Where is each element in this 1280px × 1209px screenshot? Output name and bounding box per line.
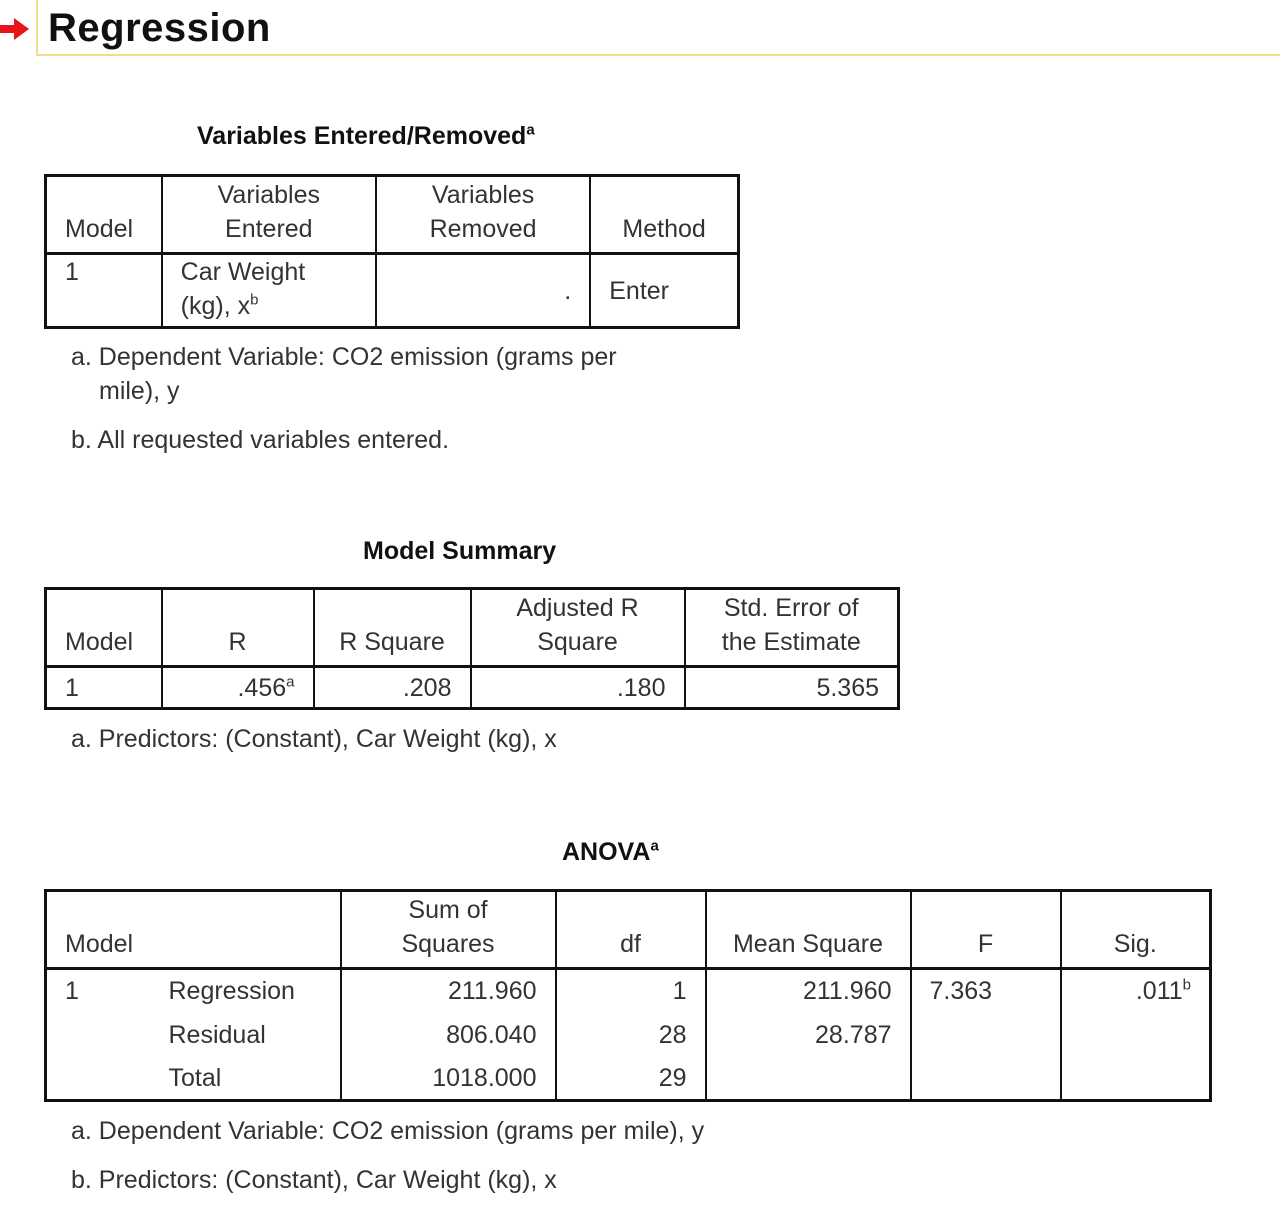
anova-caption: ANOVA$^a$ — [562, 837, 659, 866]
col-header-sum-of-squares: Sum of Squares — [341, 891, 556, 969]
cell-source: Residual — [151, 1013, 341, 1057]
cell-sig — [1061, 1013, 1211, 1057]
cell-source: Regression — [151, 969, 341, 1013]
anova-footnote-a: a. Dependent Variable: CO2 emission (grams per mile), y — [71, 1117, 705, 1145]
col-header-model: Model — [46, 589, 162, 667]
variables-entered-removed-table[interactable] — [44, 174, 740, 329]
cell-f: 7.363 — [911, 969, 1061, 1013]
cell-df: 29 — [556, 1057, 706, 1101]
col-header-method: Method — [590, 176, 738, 254]
cell-model: 1 — [46, 667, 162, 709]
cell-model: 1 — [46, 969, 151, 1101]
col-header-adjusted-r-square: Adjusted R Square — [471, 589, 685, 667]
cell-adjusted-r-square: .180 — [471, 667, 685, 709]
anova-footnote-b: b. Predictors: (Constant), Car Weight (kg), x — [71, 1166, 557, 1194]
anova-table[interactable] — [44, 889, 1212, 1102]
cell-sum-of-squares: 211.960 — [341, 969, 556, 1013]
cell-mean-square: 28.787 — [706, 1013, 911, 1057]
cell-std-error: 5.365 — [685, 667, 899, 709]
cell-variables-removed: . — [376, 254, 590, 328]
col-header-model: Model — [46, 891, 341, 969]
cell-sum-of-squares: 806.040 — [341, 1013, 556, 1057]
cell-mean-square: 211.960 — [706, 969, 911, 1013]
cell-model: 1 — [46, 254, 162, 328]
output-title: Regression — [48, 6, 271, 50]
ver-caption: Variables Entered/Removed$^a$ — [197, 121, 535, 150]
cell-sig: .011$^b$ — [1061, 969, 1211, 1013]
col-header-variables-entered: Variables Entered — [162, 176, 376, 254]
col-header-r: R — [162, 589, 314, 667]
cell-f — [911, 1057, 1061, 1101]
model-summary-table[interactable] — [44, 587, 900, 710]
table-row — [46, 254, 739, 328]
cell-r: .456$^a$ — [162, 667, 314, 709]
cell-mean-square — [706, 1057, 911, 1101]
table-row — [46, 969, 1211, 1013]
model-summary-footnote-a: a. Predictors: (Constant), Car Weight (kg), x — [71, 725, 557, 753]
cell-variables-entered: Car Weight (kg), $x^b$ — [162, 254, 376, 328]
cell-f — [911, 1013, 1061, 1057]
col-header-f: F — [911, 891, 1061, 969]
right-arrow-icon — [0, 16, 30, 42]
model-summary-caption: Model Summary — [363, 537, 557, 565]
col-header-variables-removed: Variables Removed — [376, 176, 590, 254]
cell-df: 1 — [556, 969, 706, 1013]
cell-source: Total — [151, 1057, 341, 1101]
ver-footnote-a: a. Dependent Variable: CO2 emission (grams per mile), y — [71, 343, 617, 405]
cell-df: 28 — [556, 1013, 706, 1057]
table-row — [46, 667, 899, 709]
ver-footnote-b: b. All requested variables entered. — [71, 426, 450, 454]
table-row — [46, 1013, 1211, 1057]
cell-method: Enter — [590, 254, 738, 328]
col-header-sig: Sig. — [1061, 891, 1211, 969]
table-row — [46, 1057, 1211, 1101]
col-header-r-square: R Square — [314, 589, 471, 667]
col-header-model: Model — [46, 176, 162, 254]
cell-sum-of-squares: 1018.000 — [341, 1057, 556, 1101]
col-header-df: df — [556, 891, 706, 969]
cell-sig — [1061, 1057, 1211, 1101]
col-header-std-error: Std. Error of the Estimate — [685, 589, 899, 667]
cell-r-square: .208 — [314, 667, 471, 709]
col-header-mean-square: Mean Square — [706, 891, 911, 969]
